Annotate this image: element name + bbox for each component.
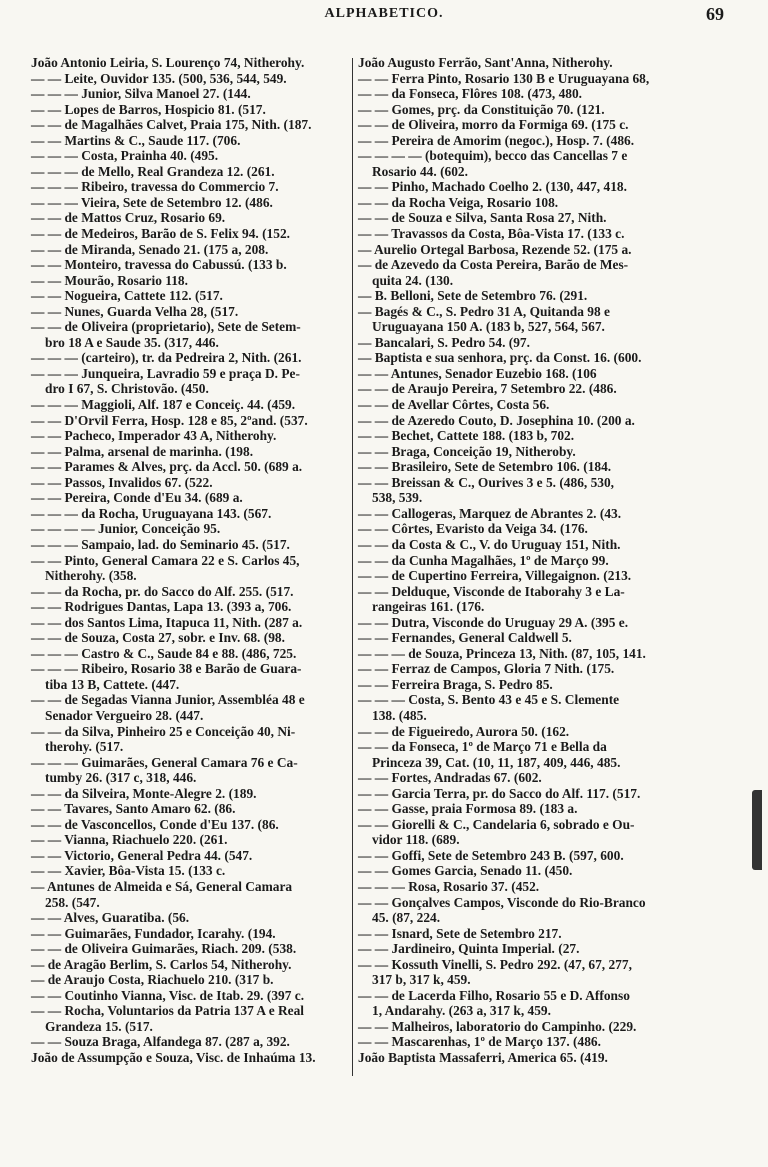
directory-entry-continuation: quita 24. (130. bbox=[372, 272, 454, 288]
directory-entry-continuation: 538, 539. bbox=[372, 490, 423, 506]
directory-entry-line: — — — Ribeiro, travessa do Commercio 7. bbox=[31, 179, 279, 195]
directory-entry-line: — — Monteiro, travessa do Cabussú. (133 b. bbox=[31, 257, 287, 273]
directory-entry-line: — — Palma, arsenal de marinha. (198. bbox=[31, 443, 254, 459]
directory-entry-line: — Aurelio Ortegal Barbosa, Rezende 52. (175 a. bbox=[358, 241, 632, 257]
directory-entry-line: — — — (carteiro), tr. da Pedreira 2, Nith. (261. bbox=[31, 350, 302, 366]
directory-entry-line: — — Bechet, Cattete 188. (183 b, 702. bbox=[358, 428, 575, 444]
directory-entry-line: — — Antunes, Senador Euzebio 168. (106 bbox=[358, 365, 597, 381]
directory-entry-line: — Bancalari, S. Pedro 54. (97. bbox=[358, 334, 530, 350]
directory-entry-continuation: 45. (87, 224. bbox=[372, 910, 441, 926]
directory-entry-line: — — da Rocha Veiga, Rosario 108. bbox=[358, 194, 559, 210]
directory-entry-line: — de Araujo Costa, Riachuelo 210. (317 b. bbox=[31, 972, 274, 988]
directory-entry-continuation: Senador Vergueiro 28. (447. bbox=[45, 707, 204, 723]
directory-entry-line: — — Gomes Garcia, Senado 11. (450. bbox=[358, 863, 573, 879]
directory-column-right bbox=[358, 55, 714, 1066]
directory-entry-line: — — — Guimarães, General Camara 76 e Ca- bbox=[31, 754, 298, 770]
directory-entry-continuation: Grandeza 15. (517. bbox=[45, 1018, 153, 1034]
directory-entry-line: — — Vianna, Riachuelo 220. (261. bbox=[31, 832, 228, 848]
directory-entry-line: — — Malheiros, laboratorio do Campinho. (229. bbox=[358, 1018, 637, 1034]
directory-entry-line: — — Coutinho Vianna, Visc. de Itab. 29. (397 c. bbox=[31, 987, 305, 1003]
directory-entry-line: — — Ferraz de Campos, Gloria 7 Nith. (175. bbox=[358, 661, 615, 677]
directory-entry-line: — — Callogeras, Marquez de Abrantes 2. (43. bbox=[358, 505, 622, 521]
directory-entry-line: — — — Junior, Silva Manoel 27. (144. bbox=[31, 86, 251, 102]
directory-entry-line: — — D'Orvil Ferra, Hosp. 128 e 85, 2ºand. (537. bbox=[31, 412, 308, 428]
directory-entry-line: — — da Silva, Pinheiro 25 e Conceição 40, Ni- bbox=[31, 723, 296, 739]
directory-entry-line: — — de Cupertino Ferreira, Villegaignon. (213. bbox=[358, 568, 632, 584]
directory-entry-line: — — Passos, Invalidos 67. (522. bbox=[31, 474, 213, 490]
directory-entry-line: — — Victorio, General Pedra 44. (547. bbox=[31, 847, 253, 863]
directory-entry-continuation: Nitherohy. (358. bbox=[45, 568, 137, 584]
directory-entry-line: — — Lopes de Barros, Hospicio 81. (517. bbox=[31, 101, 266, 117]
directory-entry-line: — B. Belloni, Sete de Setembro 76. (291. bbox=[358, 288, 588, 304]
directory-entry-line: — — Ferra Pinto, Rosario 130 B e Uruguayana 68, bbox=[358, 70, 650, 86]
directory-entry-line: — Baptista e sua senhora, prç. da Const. 16. (600. bbox=[358, 350, 642, 366]
directory-entry-line: — — Jardineiro, Quinta Imperial. (27. bbox=[358, 941, 580, 957]
directory-entry-line: — — Fortes, Andradas 67. (602. bbox=[358, 770, 542, 786]
directory-entry-line: — — da Costa & C., V. do Uruguay 151, Nith. bbox=[358, 536, 621, 552]
directory-entry-continuation: tumby 26. (317 c, 318, 446. bbox=[45, 770, 197, 786]
directory-entry-line: — — Xavier, Bôa-Vista 15. (133 c. bbox=[31, 863, 226, 879]
directory-entry-line: — — Mourão, Rosario 118. bbox=[31, 272, 188, 288]
directory-entry-line: — — Gasse, praia Formosa 89. (183 a. bbox=[358, 801, 578, 817]
directory-entry-line: — Antunes de Almeida e Sá, General Camara bbox=[31, 878, 293, 894]
directory-entry-line: — — Nunes, Guarda Velha 28, (517. bbox=[31, 303, 239, 319]
page-number: 69 bbox=[706, 4, 724, 24]
directory-entry-continuation: rangeiras 161. (176. bbox=[372, 599, 485, 615]
directory-entry-line: — — Kossuth Vinelli, S. Pedro 292. (47, 67, 277, bbox=[358, 956, 632, 972]
directory-entry-line: — — — da Rocha, Uruguayana 143. (567. bbox=[31, 505, 272, 521]
directory-column-left bbox=[31, 55, 349, 1066]
directory-entry-line: — — Delduque, Visconde de Itaborahy 3 e La- bbox=[358, 583, 625, 599]
directory-entry-line: — — — Maggioli, Alf. 187 e Conceiç. 44. (459. bbox=[31, 397, 296, 413]
directory-entry-line: — — Martins & C., Saude 117. (706. bbox=[31, 132, 241, 148]
directory-entry-line: — — Pereira, Conde d'Eu 34. (689 a. bbox=[31, 490, 243, 506]
directory-entry-line: — — da Rocha, pr. do Sacco do Alf. 255. (517. bbox=[31, 583, 294, 599]
directory-entry-line: — — dos Santos Lima, Itapuca 11, Nith. (287 a. bbox=[31, 614, 303, 630]
directory-entry-line: — — Souza Braga, Alfandega 87. (287 a, 392. bbox=[31, 1034, 290, 1050]
directory-entry-line: — — da Silveira, Monte-Alegre 2. (189. bbox=[31, 785, 257, 801]
directory-entry-line: — — Parames & Alves, prç. da Accl. 50. (689 a. bbox=[31, 459, 303, 475]
directory-entry-line: — — Mascarenhas, 1º de Março 137. (486. bbox=[358, 1034, 601, 1050]
directory-entry-line: — — Giorelli & C., Candelaria 6, sobrado e Ou- bbox=[358, 816, 635, 832]
directory-entry-line: — — de Oliveira (proprietario), Sete de Setem- bbox=[31, 319, 301, 335]
directory-entry-line: — — de Mattos Cruz, Rosario 69. bbox=[31, 210, 226, 226]
directory-entry-line: — — de Figueiredo, Aurora 50. (162. bbox=[358, 723, 570, 739]
directory-entry-continuation: therohy. (517. bbox=[45, 739, 124, 755]
directory-entry-line: — — Alves, Guaratiba. (56. bbox=[31, 910, 190, 926]
column-divider bbox=[352, 58, 353, 1076]
directory-entry-line: — — Fernandes, General Caldwell 5. bbox=[358, 630, 572, 646]
directory-entry-line: — — Dutra, Visconde do Uruguay 29 A. (395 e. bbox=[358, 614, 629, 630]
directory-entry-line: — — Travassos da Costa, Bôa-Vista 17. (133 c. bbox=[358, 226, 625, 242]
directory-entry-line: — — — Costa, Prainha 40. (495. bbox=[31, 148, 219, 164]
directory-entry-line: João de Assumpção e Souza, Visc. de Inhaúma 13. bbox=[31, 1050, 316, 1065]
directory-entry-line: — — da Cunha Magalhães, 1º de Março 99. bbox=[358, 552, 609, 568]
directory-entry-line: — — Rocha, Voluntarios da Patria 137 A e Real bbox=[31, 1003, 305, 1019]
directory-entry-continuation: vidor 118. (689. bbox=[372, 832, 460, 848]
directory-entry-continuation: 1, Andarahy. (263 a, 317 k, 459. bbox=[372, 1003, 551, 1019]
directory-entry-line: — — de Miranda, Senado 21. (175 a, 208. bbox=[31, 241, 269, 257]
directory-entry-line: — — Côrtes, Evaristo da Veiga 34. (176. bbox=[358, 521, 588, 537]
directory-entry-line: — — de Vasconcellos, Conde d'Eu 137. (86. bbox=[31, 816, 279, 832]
directory-entry-line: — — Pinho, Machado Coelho 2. (130, 447, 418. bbox=[358, 179, 627, 195]
directory-entry-line: — — — de Mello, Real Grandeza 12. (261. bbox=[31, 163, 275, 179]
directory-entry-line: — — de Souza, Costa 27, sobr. e Inv. 68. (98. bbox=[31, 630, 285, 646]
directory-entry-continuation: tiba 13 B, Cattete. (447. bbox=[45, 676, 180, 692]
directory-entry-line: — — Brasileiro, Sete de Setembro 106. (184. bbox=[358, 459, 612, 475]
directory-entry-line: — — — Costa, S. Bento 43 e 45 e S. Clemente bbox=[358, 692, 620, 708]
running-header: ALPHABETICO. bbox=[324, 6, 444, 21]
directory-entry-line: — — de Souza e Silva, Santa Rosa 27, Nith. bbox=[358, 210, 607, 226]
directory-entry-line: — — — — Junior, Conceição 95. bbox=[31, 521, 221, 537]
directory-entry-line: — — Gomes, prç. da Constituição 70. (121. bbox=[358, 101, 605, 117]
directory-entry-line: — — de Araujo Pereira, 7 Setembro 22. (486. bbox=[358, 381, 617, 397]
directory-entry-continuation: Princeza 39, Cat. (10, 11, 187, 409, 446, 485. bbox=[372, 754, 621, 770]
directory-entry-continuation: 317 b, 317 k, 459. bbox=[372, 972, 471, 988]
directory-entry-line: — — — Junqueira, Lavradio 59 e praça D. Pe- bbox=[31, 365, 300, 381]
directory-entry-line: — — Braga, Conceição 19, Nitheroby. bbox=[358, 443, 576, 459]
directory-entry-line: — — — de Souza, Princeza 13, Nith. (87, 105, 141. bbox=[358, 645, 646, 661]
directory-entry-line: — — Leite, Ouvidor 135. (500, 536, 544, 549. bbox=[31, 70, 287, 86]
directory-entry-line: — — Pereira de Amorim (negoc.), Hosp. 7. (486. bbox=[358, 132, 635, 148]
directory-entry-line: — — de Medeiros, Barão de S. Felix 94. (152. bbox=[31, 226, 290, 242]
directory-entry-line: — de Azevedo da Costa Pereira, Barão de Mes- bbox=[358, 257, 629, 273]
directory-entry-line: — — Rodrigues Dantas, Lapa 13. (393 a, 706. bbox=[31, 599, 292, 615]
directory-entry-line: — — de Segadas Vianna Junior, Assembléa 48 e bbox=[31, 692, 305, 708]
directory-entry-line: — — — Castro & C., Saude 84 e 88. (486, 725. bbox=[31, 645, 297, 661]
directory-entry-line: — — Guimarães, Fundador, Icarahy. (194. bbox=[31, 925, 276, 941]
directory-entry-line: — — Gonçalves Campos, Visconde do Rio-Branco bbox=[358, 894, 646, 910]
directory-entry-line: João Augusto Ferrão, Sant'Anna, Nitherohy. bbox=[358, 55, 613, 70]
directory-entry-line: — — Garcia Terra, pr. do Sacco do Alf. 117. (517. bbox=[358, 785, 641, 801]
directory-entry-line: — — da Fonseca, Flôres 108. (473, 480. bbox=[358, 86, 583, 102]
directory-entry-line: — — — Ribeiro, Rosario 38 e Barão de Guara- bbox=[31, 661, 302, 677]
directory-entry-line: — — — Vieira, Sete de Setembro 12. (486. bbox=[31, 194, 273, 210]
directory-entry-line: — — Isnard, Sete de Setembro 217. bbox=[358, 925, 562, 941]
directory-entry-line: — — de Magalhães Calvet, Praia 175, Nith. (187. bbox=[31, 117, 312, 133]
directory-entry-line: — — — Sampaio, lad. do Seminario 45. (517. bbox=[31, 536, 290, 552]
directory-entry-line: — — de Azeredo Couto, D. Josephina 10. (200 a. bbox=[358, 412, 635, 428]
page-edge-tab bbox=[752, 790, 762, 870]
directory-entry-line: — — Nogueira, Cattete 112. (517. bbox=[31, 288, 223, 304]
directory-entry-continuation: bro 18 A e Saude 35. (317, 446. bbox=[45, 334, 219, 350]
directory-entry-continuation: Rosario 44. (602. bbox=[372, 163, 468, 179]
directory-entry-line: — — de Avellar Côrtes, Costa 56. bbox=[358, 397, 550, 413]
directory-entry-continuation: dro I 67, S. Christovão. (450. bbox=[45, 381, 209, 397]
directory-entry-line: — — de Lacerda Filho, Rosario 55 e D. Affonso bbox=[358, 987, 630, 1003]
directory-entry-line: — — Pacheco, Imperador 43 A, Nitherohy. bbox=[31, 428, 277, 444]
directory-entry-line: João Baptista Massaferri, America 65. (419. bbox=[358, 1050, 608, 1065]
directory-entry-line: — — Ferreira Braga, S. Pedro 85. bbox=[358, 676, 553, 692]
directory-entry-line: — — Breissan & C., Ourives 3 e 5. (486, 530, bbox=[358, 474, 615, 490]
directory-entry-line: — — da Fonseca, 1º de Março 71 e Bella da bbox=[358, 739, 607, 755]
directory-entry-line: João Antonio Leiria, S. Lourenço 74, Nitherohy. bbox=[31, 55, 305, 70]
directory-entry-line: — Bagés & C., S. Pedro 31 A, Quitanda 98 e bbox=[358, 303, 610, 319]
directory-entry-line: — — de Oliveira, morro da Formiga 69. (175 c. bbox=[358, 117, 629, 133]
directory-entry-line: — — — Rosa, Rosario 37. (452. bbox=[358, 878, 540, 894]
directory-entry-line: — — — — (botequim), becco das Cancellas 7 e bbox=[358, 148, 628, 164]
directory-entry-line: — — Tavares, Santo Amaro 62. (86. bbox=[31, 801, 236, 817]
directory-entry-line: — — Pinto, General Camara 22 e S. Carlos 45, bbox=[31, 552, 300, 568]
directory-entry-line: — — Goffi, Sete de Setembro 243 B. (597, 600. bbox=[358, 847, 624, 863]
directory-entry-continuation: 258. (547. bbox=[45, 894, 100, 910]
directory-entry-continuation: Uruguayana 150 A. (183 b, 527, 564, 567. bbox=[372, 319, 605, 335]
directory-entry-continuation: 138. (485. bbox=[372, 707, 427, 723]
directory-entry-line: — de Aragão Berlim, S. Carlos 54, Nitherohy. bbox=[31, 956, 292, 972]
directory-entry-line: — — de Oliveira Guimarães, Riach. 209. (538. bbox=[31, 941, 297, 957]
